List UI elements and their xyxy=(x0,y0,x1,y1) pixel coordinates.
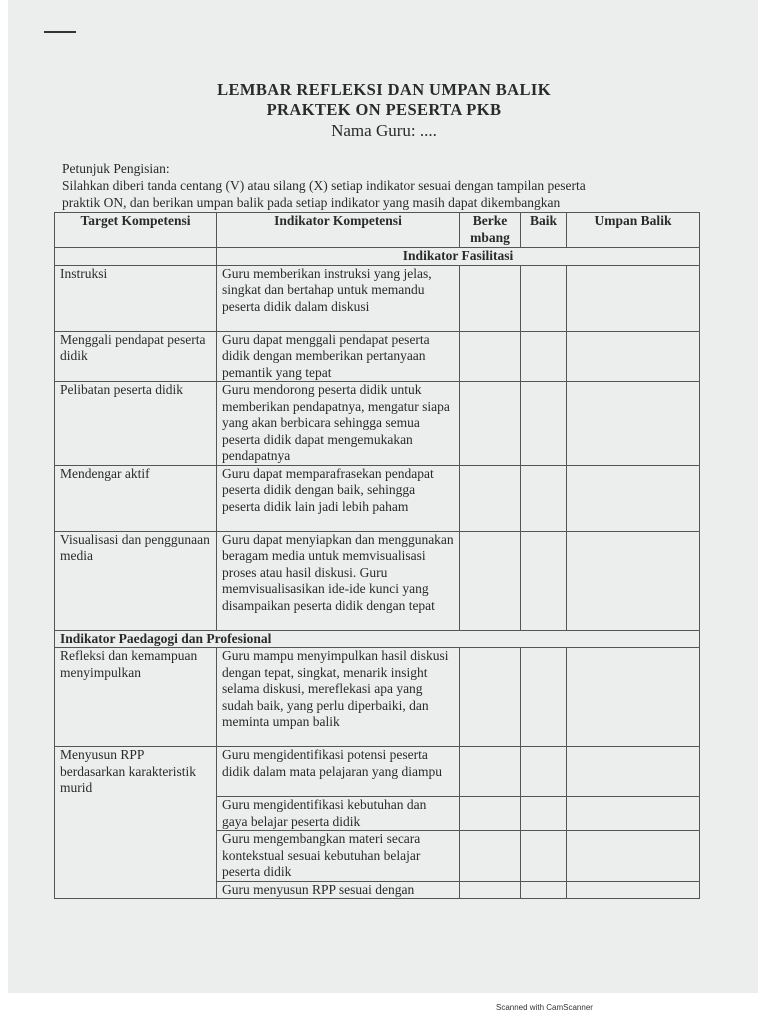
baik-cell[interactable] xyxy=(521,747,567,797)
indikator-cell: Guru menyusun RPP sesuai dengan xyxy=(217,881,460,899)
berkembang-cell[interactable] xyxy=(460,648,521,747)
target-cell: Pelibatan peserta didik xyxy=(55,382,217,466)
indikator-cell: Guru mendorong peserta didik untuk memberikan pendapatnya, mengatur siapa yang akan berbicara sehingga semua peserta didik dapat mengemukakan pendapatnya xyxy=(217,382,460,466)
target-cell: Mendengar aktif xyxy=(55,465,217,531)
target-cell: Instruksi xyxy=(55,265,217,331)
section-row xyxy=(55,248,700,266)
section-paedagogi: Indikator Paedagogi dan Profesional xyxy=(55,630,700,648)
table-row xyxy=(55,265,700,331)
table-row xyxy=(55,382,700,466)
indikator-cell: Guru memberikan instruksi yang jelas, singkat dan bertahap untuk memandu peserta didik dalam diskusi xyxy=(217,265,460,331)
section-fasilitasi: Indikator Fasilitasi xyxy=(217,248,700,266)
table-row xyxy=(55,747,700,797)
table-row xyxy=(55,531,700,630)
umpan-balik-cell[interactable] xyxy=(567,747,700,797)
table-row xyxy=(55,648,700,747)
competency-table xyxy=(54,212,700,899)
baik-cell[interactable] xyxy=(521,881,567,899)
instructions-line-2: praktik ON, dan berikan umpan balik pada setiap indikator yang masih dapat dikembangkan xyxy=(62,195,561,210)
target-cell: Menggali pendapat peserta didik xyxy=(55,331,217,382)
baik-cell[interactable] xyxy=(521,531,567,630)
indikator-cell: Guru mengidentifikasi potensi peserta didik dalam mata pelajaran yang diampu xyxy=(217,747,460,797)
berkembang-cell[interactable] xyxy=(460,265,521,331)
header-baik: Baik xyxy=(521,213,567,248)
section-row xyxy=(55,630,700,648)
baik-cell[interactable] xyxy=(521,265,567,331)
target-cell: Menyusun RPP berdasarkan karakteristik murid xyxy=(55,747,217,899)
header-berkembang: Berke mbang xyxy=(460,213,521,248)
berkembang-cell[interactable] xyxy=(460,797,521,831)
baik-cell[interactable] xyxy=(521,648,567,747)
baik-cell[interactable] xyxy=(521,331,567,382)
indikator-cell: Guru mengembangkan materi secara kontekstual sesuai kebutuhan belajar peserta didik xyxy=(217,831,460,882)
title-line-2: PRAKTEK ON PESERTA PKB xyxy=(266,100,502,119)
table-header-row xyxy=(55,213,700,248)
umpan-balik-cell[interactable] xyxy=(567,797,700,831)
berkembang-cell[interactable] xyxy=(460,531,521,630)
berkembang-cell[interactable] xyxy=(460,331,521,382)
baik-cell[interactable] xyxy=(521,831,567,882)
baik-cell[interactable] xyxy=(521,465,567,531)
umpan-balik-cell[interactable] xyxy=(567,648,700,747)
header-umpan-balik: Umpan Balik xyxy=(567,213,700,248)
umpan-balik-cell[interactable] xyxy=(567,531,700,630)
baik-cell[interactable] xyxy=(521,797,567,831)
baik-cell[interactable] xyxy=(521,382,567,466)
berkembang-cell[interactable] xyxy=(460,747,521,797)
umpan-balik-cell[interactable] xyxy=(567,331,700,382)
umpan-balik-cell[interactable] xyxy=(567,265,700,331)
target-cell: Visualisasi dan penggunaan media xyxy=(55,531,217,630)
instructions-line-1: Silahkan diberi tanda centang (V) atau silang (X) setiap indikator sesuai dengan tampilan peserta xyxy=(62,178,586,193)
berkembang-cell[interactable] xyxy=(460,881,521,899)
umpan-balik-cell[interactable] xyxy=(567,465,700,531)
title-line-1: LEMBAR REFLEKSI DAN UMPAN BALIK xyxy=(217,80,551,99)
scanner-watermark: Scanned with CamScanner xyxy=(496,1003,593,1012)
umpan-balik-cell[interactable] xyxy=(567,382,700,466)
berkembang-cell[interactable] xyxy=(460,831,521,882)
table-row xyxy=(55,331,700,382)
indikator-cell: Guru mampu menyimpulkan hasil diskusi dengan tepat, singkat, menarik insight selama diskusi, mereflekasi apa yang sudah baik, yang perlu diperbaiki, dan meminta umpan balik xyxy=(217,648,460,747)
teacher-name: Nama Guru: .... xyxy=(331,121,437,140)
indikator-cell: Guru mengidentifikasi kebutuhan dan gaya belajar peserta didik xyxy=(217,797,460,831)
target-cell: Refleksi dan kemampuan menyimpulkan xyxy=(55,648,217,747)
berkembang-cell[interactable] xyxy=(460,382,521,466)
berkembang-cell[interactable] xyxy=(460,465,521,531)
pen-mark xyxy=(44,31,76,33)
header-indikator: Indikator Kompetensi xyxy=(217,213,460,248)
umpan-balik-cell[interactable] xyxy=(567,831,700,882)
indikator-cell: Guru dapat menggali pendapat peserta didik dengan memberikan pertanyaan pemantik yang tepat xyxy=(217,331,460,382)
table-row xyxy=(55,465,700,531)
header-target: Target Kompetensi xyxy=(55,213,217,248)
indikator-cell: Guru dapat memparafrasekan pendapat peserta didik dengan baik, sehingga peserta didik lain jadi lebih paham xyxy=(217,465,460,531)
indikator-cell: Guru dapat menyiapkan dan menggunakan beragam media untuk memvisualisasi proses atau hasil diskusi. Guru memvisualisasikan ide-ide kunci yang disampaikan peserta didik dengan tepat xyxy=(217,531,460,630)
instructions-label: Petunjuk Pengisian: xyxy=(62,161,170,176)
umpan-balik-cell[interactable] xyxy=(567,881,700,899)
